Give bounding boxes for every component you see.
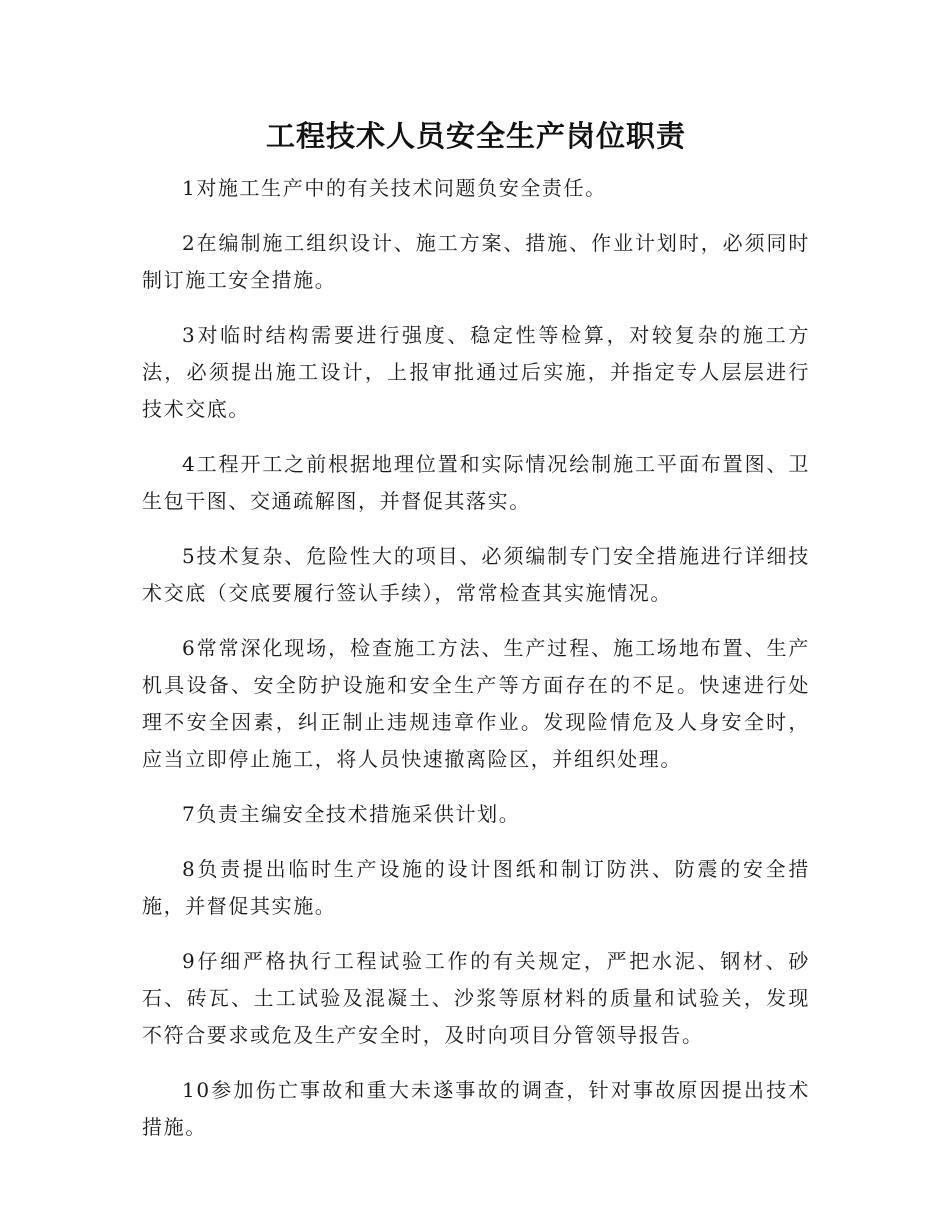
duty-item-7: 7负责主编安全技术措施采供计划。 [182,802,521,826]
duty-item-4: 4工程开工之前根据地理位置和实际情况绘制施工平面布置图、卫生包干图、交通疏解图，并督促其落实。 [142,452,810,513]
duty-item-9: 9仔细严格执行工程试验工作的有关规定，严把水泥、钢材、砂石、砖瓦、土工试验及混凝土、沙浆等原材料的质量和试验关，发现不符合要求或危及生产安全时，及时向项目分管领导报告。 [142,949,810,1047]
duty-item-3: 3对临时结构需要进行强度、稳定性等检算，对较复杂的施工方法，必须提出施工设计，上报审批通过后实施，并指定专人层层进行技术交底。 [142,323,810,421]
document-title: 工程技术人员安全生产岗位职责 [265,119,686,153]
duty-item-6: 6常常深化现场，检查施工方法、生产过程、施工场地布置、生产机具设备、安全防护设施和安全生产等方面存在的不足。快速进行处理不安全因素，纠正制止违规违章作业。发现险情危及人身安全时，应当立即停止施工，将人员快速撤离险区，并组织处理。 [142,636,810,771]
duty-item-8: 8负责提出临时生产设施的设计图纸和制订防洪、防震的安全措施，并督促其实施。 [142,857,810,918]
duty-item-2: 2在编制施工组织设计、施工方案、措施、作业计划时，必须同时制订施工安全措施。 [142,231,810,292]
duty-item-1: 1对施工生产中的有关技术问题负安全责任。 [182,176,607,200]
duty-item-10: 10参加伤亡事故和重大未遂事故的调查，针对事故原因提出技术措施。 [142,1078,810,1139]
duty-item-5: 5技术复杂、危险性大的项目、必须编制专门安全措施进行详细技术交底（交底要履行签认手续），常常检查其实施情况。 [142,544,810,605]
